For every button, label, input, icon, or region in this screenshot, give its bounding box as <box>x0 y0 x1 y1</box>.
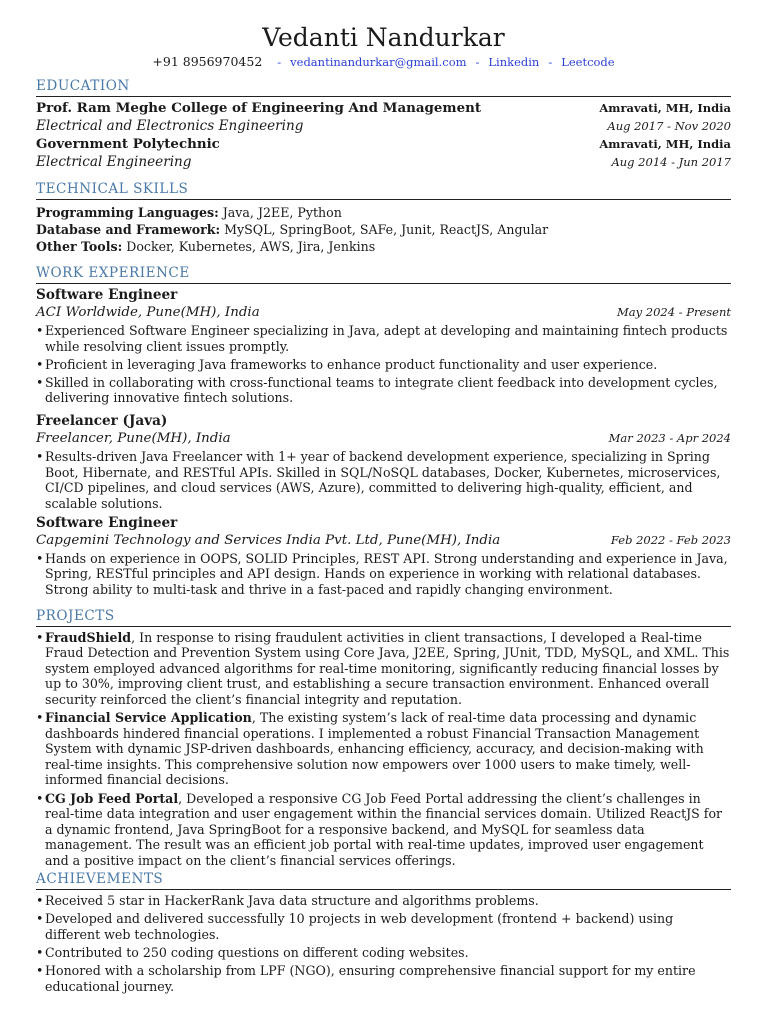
separator: - <box>277 55 282 69</box>
job-entry <box>36 514 731 598</box>
job-bullets <box>36 449 731 511</box>
linkedin-link[interactable]: Linkedin <box>488 55 540 69</box>
list-item: • Results-driven Java Freelancer with 1+ year of backend development experience, specializing in Spring Boot, Hibernate, and RESTful APIs. Skilled in SQL/NoSQL databases, Docker, Kubernetes, microservices, CI/CD pipelines, and cloud services (AWS, Azure), committed to delivering high-quality, efficient, and scalable solutions. <box>36 448 721 511</box>
project-name: CG Job Feed Portal <box>45 790 179 806</box>
projects-list <box>36 630 731 869</box>
job-dates: May 2024 - Present <box>616 305 731 319</box>
list-item: • Contributed to 250 coding questions on different coding websites. <box>36 944 469 960</box>
list-item: • Experienced Software Engineer specializing in Java, adept at developing and maintaining fintech products while resolving client issues promptly. <box>36 323 728 354</box>
achievements-heading: ACHIEVEMENTS <box>36 871 731 890</box>
institution-location: Amravati, MH, India <box>599 137 731 151</box>
degree-name: Electrical and Electronics Engineering <box>36 118 304 134</box>
list-item: • Hands on experience in OOPS, SOLID Principles, REST API. Strong understanding and experience in Java, Spring, RESTful principles and API design. Hands on experience in working with relational databases. Strong ability to multi-task and thrive in a fast-paced and rapidly changing environment. <box>36 550 728 598</box>
list-item: • Skilled in collaborating with cross-functional teams to integrate client feedback into development cycles, delivering innovative fintech solutions. <box>36 374 718 406</box>
skill-label: Database and Framework: <box>36 222 221 237</box>
experience-heading: WORK EXPERIENCE <box>36 265 731 284</box>
list-item: • Developed and delivered successfully 10 projects in web development (frontend + backend) using different web technologies. <box>36 911 674 942</box>
job-company: Capgemini Technology and Services India Pvt. Ltd, Pune(MH), India <box>36 532 501 548</box>
project-name: FraudShield <box>45 629 132 645</box>
list-item: • Received 5 star in HackerRank Java data structure and algorithms problems. <box>36 893 539 909</box>
job-bullets <box>36 551 731 598</box>
contact-line <box>36 54 731 70</box>
achievements-list <box>36 893 731 994</box>
education-section <box>36 99 731 171</box>
list-item: • Proficient in leveraging Java frameworks to enhance product functionality and user experience. <box>36 356 658 372</box>
project-item: • CG Job Feed Portal, Developed a responsive CG Job Feed Portal addressing the client’s challenges in real-time data integration and user engagement within the financial services domain. Utilized ReactJS for a dynamic frontend, Java SpringBoot for a responsive backend, and MySQL for seamless data management. The result was an efficient job portal with real-time updates, improved user engagement and a positive impact on the client’s financial services offerings. <box>36 790 723 868</box>
job-bullets <box>36 323 731 406</box>
skills-heading: TECHNICAL SKILLS <box>36 181 731 200</box>
skill-value: MySQL, SpringBoot, SAFe, Junit, ReactJS, Angular <box>220 222 549 237</box>
education-heading: EDUCATION <box>36 78 731 97</box>
email-link[interactable]: vedantinandurkar@gmail.com <box>290 55 467 69</box>
projects-heading: PROJECTS <box>36 608 731 627</box>
education-dates: Aug 2014 - Jun 2017 <box>611 155 731 169</box>
institution-name: Government Polytechnic <box>36 136 220 152</box>
job-role: Software Engineer <box>36 287 178 303</box>
candidate-name: Vedanti Nandurkar <box>262 23 505 52</box>
skill-label: Other Tools: <box>36 239 123 254</box>
job-dates: Feb 2022 - Feb 2023 <box>610 532 731 547</box>
skills-section <box>36 204 731 255</box>
skill-label: Programming Languages: <box>36 205 219 220</box>
project-item: • FraudShield, In response to rising fraudulent activities in client transactions, I developed a Real-time Fraud Detection and Prevention System using Core Java, J2EE, Spring, JUnit, TDD, MySQL, and XML. This system employed advanced algorithms for real-time monitoring, significantly reducing financial losses by up to 30%, improving client trust, and establishing a secure transaction environment. Enhanced overall security reinforced the client’s financial integrity and reputation. <box>36 629 730 707</box>
list-item: • Honored with a scholarship from LPF (NGO), ensuring comprehensive financial support for my entire educational journey. <box>36 962 696 994</box>
project-name: Financial Service Application <box>45 710 252 726</box>
job-company: Freelancer, Pune(MH), India <box>36 430 231 446</box>
project-description: , In response to rising fraudulent activities in client transactions, I developed a Real-time Fraud Detection and Prevention System using Core Java, J2EE, Spring, JUnit, TDD, MySQL, and XML. This system employed advanced algorithms for real-time monitoring, significantly reducing financial losses by up to 30%, improving client trust, and establishing a secure transaction environment. Enhanced overall security reinforced the client’s financial integrity and reputation. <box>45 629 730 707</box>
job-dates: Mar 2023 - Apr 2024 <box>608 430 731 445</box>
resume-page <box>36 22 731 997</box>
project-description: , Developed a responsive CG Job Feed Portal addressing the client’s challenges in real-time data integration and user engagement within the financial services domain. Utilized ReactJS for a dynamic frontend, Java SpringBoot for a responsive backend, and MySQL for seamless data management. The result was an efficient job portal with real-time updates, improved user engagement and a positive impact on the client’s financial services offerings. <box>45 790 723 868</box>
skill-value: Docker, Kubernetes, AWS, Jira, Jenkins <box>122 239 376 254</box>
education-dates: Aug 2017 - Nov 2020 <box>607 119 731 133</box>
experience-section <box>36 286 731 598</box>
leetcode-link[interactable]: Leetcode <box>561 55 615 69</box>
degree-name: Electrical Engineering <box>36 154 192 170</box>
job-role: Software Engineer <box>36 514 178 531</box>
skill-value: Java, J2EE, Python <box>218 205 342 220</box>
separator: - <box>475 55 480 69</box>
job-entry <box>36 412 731 511</box>
skill-row <box>36 238 731 255</box>
job-entry <box>36 286 731 406</box>
job-role: Freelancer (Java) <box>36 412 168 429</box>
education-entry <box>36 99 731 135</box>
project-item: • Financial Service Application, The existing system’s lack of real-time data processing and dynamic dashboards hindered financial operations. I implemented a robust Financial Transaction Management System with dynamic JSP-driven dashboards, enhancing efficiency, accuracy, and decision-making with real-time insights. This comprehensive solution now empowers over 1000 users to make timely, well-informed financial decisions. <box>36 710 704 788</box>
job-company: ACI Worldwide, Pune(MH), India <box>36 305 260 320</box>
education-entry <box>36 135 731 171</box>
skill-row <box>36 204 731 221</box>
institution-location: Amravati, MH, India <box>599 101 731 115</box>
skill-row <box>36 221 731 238</box>
institution-name: Prof. Ram Meghe College of Engineering And Management <box>36 100 482 116</box>
separator: - <box>548 55 553 69</box>
phone-number: +91 8956970452 <box>152 54 263 69</box>
project-description: , The existing system’s lack of real-time data processing and dynamic dashboards hindered financial operations. I implemented a robust Financial Transaction Management System with dynamic JSP-driven dashboards, enhancing efficiency, accuracy, and decision-making with real-time insights. This comprehensive solution now empowers over 1000 users to make timely, well-informed financial decisions. <box>45 710 704 788</box>
